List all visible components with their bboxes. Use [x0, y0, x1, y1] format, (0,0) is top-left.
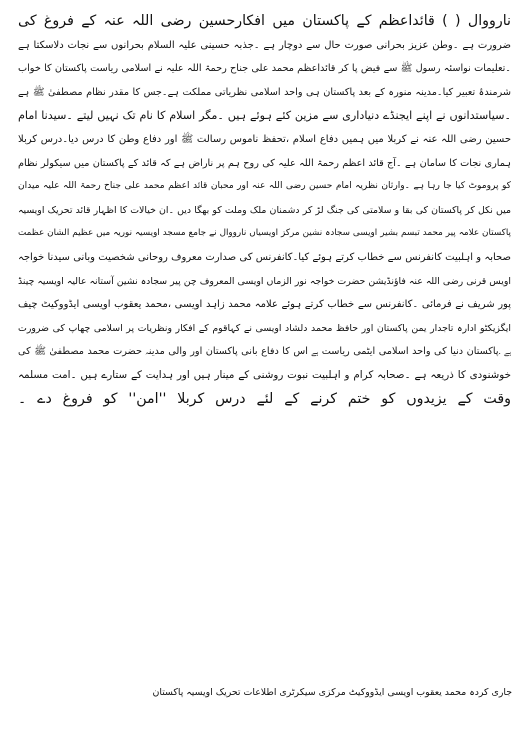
issuer-footer: جاری کردہ محمد یعقوب اویسی ایڈووکیٹ مرکزی سیکرٹری اطلاعات تحریک اویسیہ پاکستان — [152, 687, 512, 698]
article-line: ہماری نجات کا سامان ہے ۔آج قائد اعظم رحمۃ اللہ علیہ کی روح ہم پر ناراض ہے کہ قائد کے پاکستان میں سیکولر نظام — [18, 157, 511, 169]
article-line: کو پروموٹ کیا جا رہا ہے ۔وارثان نظریہ امام حسین رضی اللہ عنہ اور محبان قائد اعظم محمد علی جناح رحمۃ اللہ علیہ میدان — [18, 181, 511, 192]
article-line: اویس قرنی رضی اللہ عنہ فاؤنڈیشن حضرت خواجہ نور الزماں اویسی المعروف چن پیر سجادہ نشین آستانہ عالیہ اویسیہ چینڈ — [18, 275, 511, 287]
article-line: ایگزیکٹو ادارہ تاجدار یمن پاکستان اور حافظ محمد دلشاد اویسی نے کہاقوم کے افکار ونظریات پر اسلامی چھاپ کی ضرورت — [18, 322, 511, 334]
article-body — [18, 10, 511, 411]
article-line: صحابہ و اہلبیت کانفرنس سے خطاب کرتے ہوئے کیا۔کانفرنس کی صدارت معروف روحانی شخصیت وبانی سیدنا خواجہ — [18, 251, 511, 263]
article-line: پاکستان علامہ پیر محمد تبسم بشیر اویسی سجادہ نشین مرکز اویسیاں نارووال نے جامع مسجد اویسیہ نوریہ میں عظیم الشان عظمت — [18, 228, 511, 239]
article-line: نارووال ( ) قائداعظم کے پاکستان میں افکارحسین رضی اللہ عنہ کے فروغ کی — [18, 13, 511, 29]
article-line: ضرورت ہے ۔وطن عزیز بحرانی صورت حال سے دوچار ہے ۔جذبہ حسینی علیہ السلام بحرانوں سے نجات دلاسکتا ہے — [18, 39, 511, 51]
article-line: خوشنودی کا ذریعہ ہے ۔صحابہ کرام و اہلبیت نبوت روشنی کے مینار ہیں اور ہدایت کے ستارے ہیں ۔امت مسلمہ — [18, 368, 511, 381]
article-line: شرمندۂ تعبیر کیا۔مدینہ منورہ کے بعد پاکستان ہی واحد اسلامی نظریاتی مملکت ہے۔جس کا مقدر نظام مصطفیٰ ﷺ ہے — [18, 86, 511, 98]
article-line: میں نکل کر پاکستان کی بقا و سلامتی کی جنگ لڑ کر دشمنان ملک وملت کو بھگا دیں ۔ان خیالات کا اظہار قائد تحریک اویسیہ — [18, 204, 511, 216]
article-line: پور شریف نے فرمائی ۔کانفرنس سے خطاب کرتے ہوئے علامہ محمد زاہد اویسی ،محمد یعقوب اویسی ایڈووکیٹ چیف — [18, 299, 511, 311]
article-line: حسین رضی اللہ عنہ نے کربلا میں ہمیں دفاع اسلام ،تحفظ ناموس رسالت ﷺ اور دفاع وطن کا درس دیا۔درس کربلا — [18, 133, 511, 145]
article-line: وقت کے یزیدوں کو ختم کرنے کے لئے درس کربلا ''امن'' کو فروغ دے ۔ — [18, 390, 511, 407]
article-line: ہے ۔پاکستان دنیا کی واحد اسلامی ایٹمی ریاست ہے اس کا دفاع بانی پاکستان اور والی مدینہ حضرت محمد مصطفیٰ ﷺ کی — [18, 346, 511, 358]
article-line: ۔سیاستدانوں نے اپنے ایجنڈے دنیاداری سے مزین کئے ہوئے ہیں ۔مگر اسلام کا نام تک نہیں لیتے ۔سیدنا امام — [18, 109, 511, 123]
article-line: ۔تعلیمات نواسئہ رسول ﷺ سے فیض پا کر قائداعظم محمد علی جناح رحمۃ اللہ علیہ نے اسلامی ریاست پاکستان کا خواب — [18, 63, 511, 75]
